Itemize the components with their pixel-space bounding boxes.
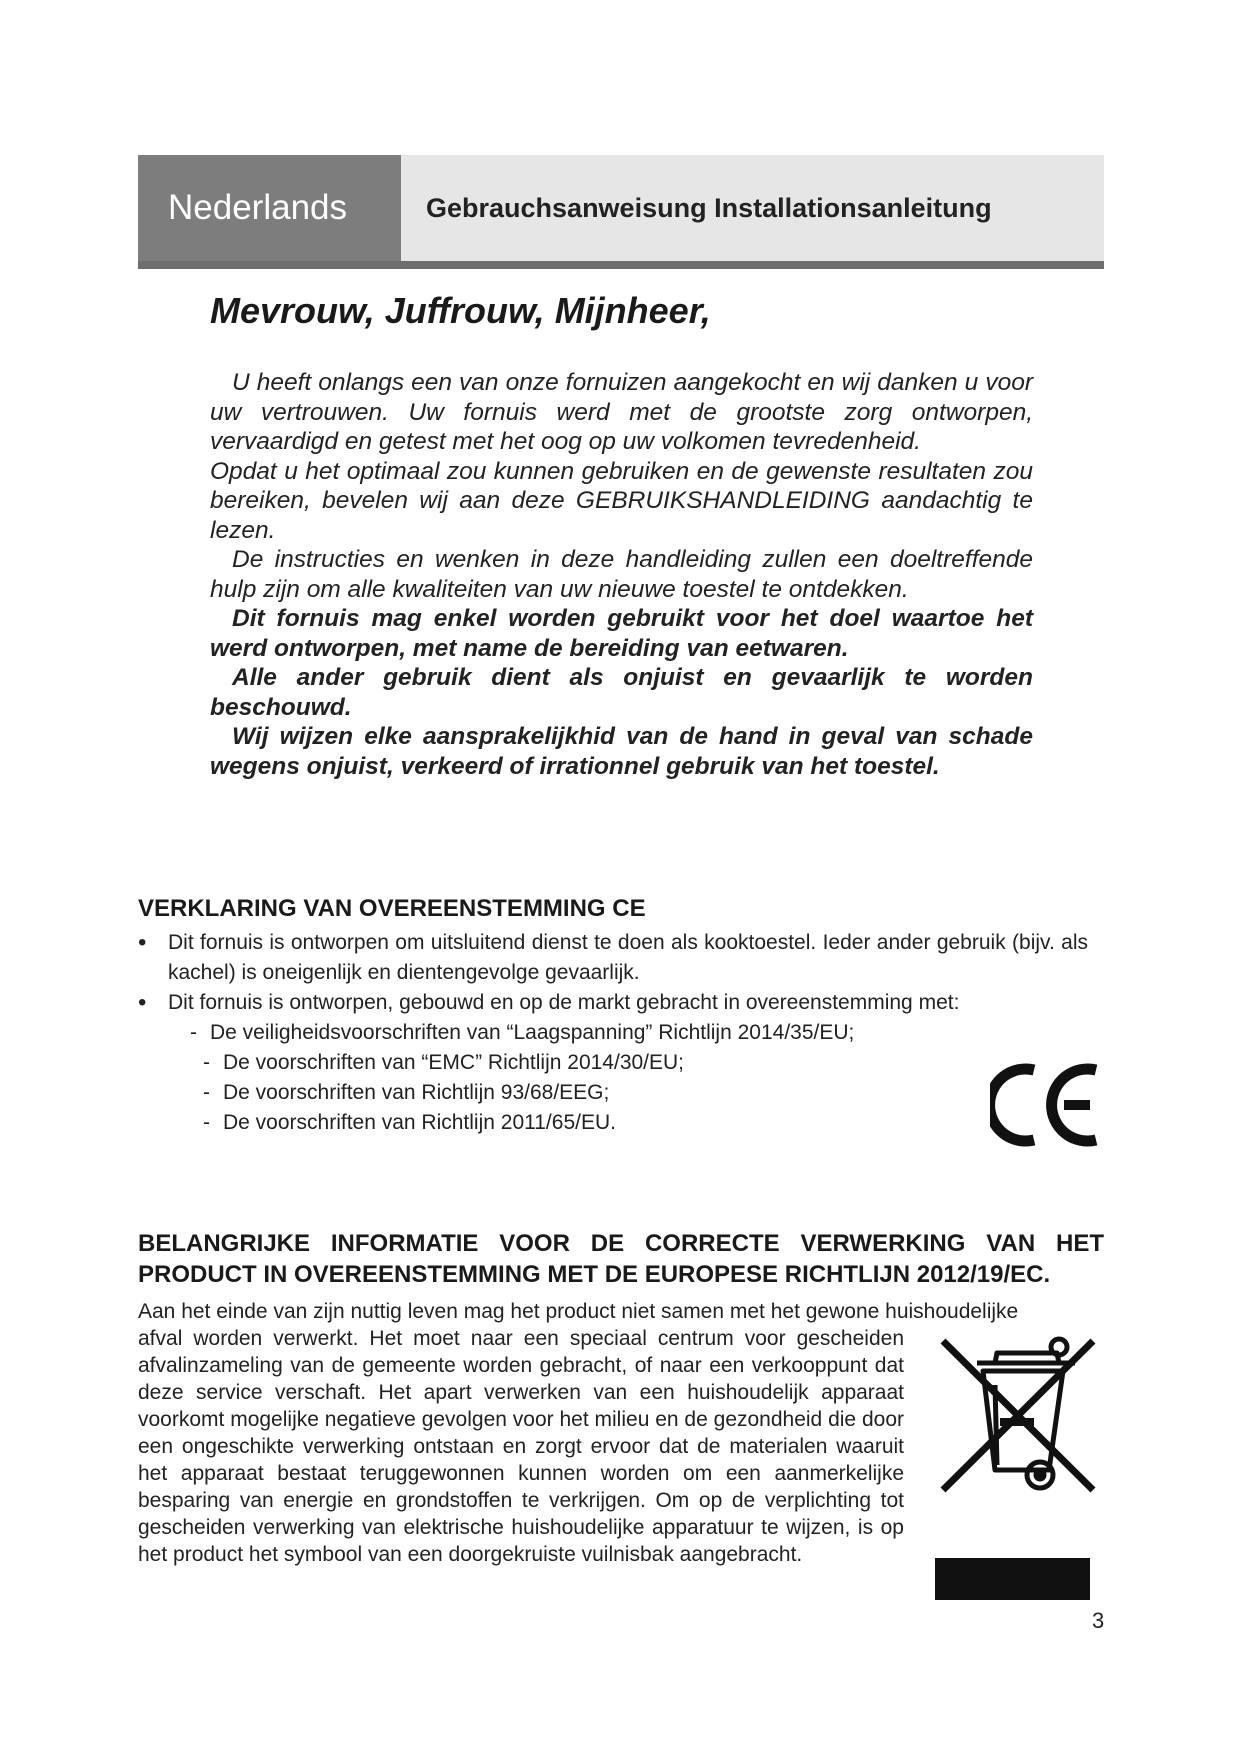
page-header xyxy=(138,155,1104,261)
salutation-heading: Mevrouw, Juffrouw, Mijnheer, xyxy=(210,290,711,331)
ce-section-title: VERKLARING VAN OVEREENSTEMMING CE xyxy=(138,895,646,922)
header-divider xyxy=(138,261,1104,269)
directive-item: - De voorschriften van Richtlijn 93/68/EEG; xyxy=(203,1078,1088,1108)
weee-body-text: afval worden verwerkt. Het moet naar een speciaal centrum voor gescheiden afvalinzameling van de gemeente worden gebracht, of naar een verkooppunt dat deze service verschaft. Het apart verwerken van een huishoudelijk apparaat voorkomt mogelijke negatieve gevolgen voor het milieu en de gezondheid die door een ongeschikte verwerking ontstaan en zorgt ervoor dat de materialen waaruit het apparaat bestaat teruggewonnen kunnen worden om een aanmerkelijke besparing van energie en grondstoffen te verkrijgen. Om op de verplichting tot gescheiden verwerking van elektrische huishoudelijke apparatuur te wijzen, is op het product het symbool van een doorgekruiste vuilnisbak aangebracht. xyxy=(138,1327,904,1566)
list-item xyxy=(138,988,1088,1018)
intro-warning: Dit fornuis mag enkel worden gebruikt voor het doel waartoe het werd ontworpen, met name de bereiding van eetwaren. xyxy=(210,605,1033,662)
directive-item: - De voorschriften van “EMC” Richtlijn 2014/30/EU; xyxy=(203,1048,1088,1078)
ce-mark-icon xyxy=(990,1060,1105,1150)
weee-section-title: BELANGRIJKE INFORMATIE VOOR DE CORRECTE VERWERKING VAN HET PRODUCT IN OVEREENSTEMMING MET DE EUROPESE RICHTLIJN 2012/19/EC. xyxy=(138,1230,1104,1288)
directive-item: - De veiligheidsvoorschriften van “Laagspanning” Richtlijn 2014/35/EU; xyxy=(190,1018,1088,1048)
crossed-bin-icon xyxy=(925,1325,1103,1497)
language-label: Nederlands xyxy=(138,155,401,261)
weee-bar-graphic xyxy=(935,1558,1090,1600)
ce-bullet-list xyxy=(138,928,1088,1138)
intro-paragraph: U heeft onlangs een van onze fornuizen aangekocht en wij danken u voor uw vertrouwen. Uw fornuis werd met de grootste zorg ontworpen, vervaardigd en getest met het oog op uw volkomen tevredenheid. xyxy=(210,369,1033,455)
directive-item: - De voorschriften van Richtlijn 2011/65/EU. xyxy=(203,1108,1088,1138)
document-title: Gebrauchsanweisung Installationsanleitung xyxy=(401,155,1104,261)
list-item xyxy=(138,928,1088,988)
intro-paragraph: De instructies en wenken in deze handleiding zullen een doeltreffende hulp zijn om alle kwaliteiten van uw nieuwe toestel te ontdekken. xyxy=(210,546,1033,603)
page-number: 3 xyxy=(1092,1608,1105,1633)
bullet-text: • Dit fornuis is ontworpen, gebouwd en op de markt gebracht in overeenstemming met: xyxy=(168,991,960,1014)
directive-list xyxy=(138,1018,1088,1138)
intro-warning: Wij wijzen elke aansprakelijkhid van de hand in geval van schade wegens onjuist, verkeerd of irrationnel gebruik van het toestel. xyxy=(210,723,1033,780)
intro-warning: Alle ander gebruik dient als onjuist en gevaarlijk te worden beschouwd. xyxy=(210,664,1033,721)
intro-text xyxy=(210,368,1033,781)
intro-paragraph: Opdat u het optimaal zou kunnen gebruiken en de gewenste resultaten zou bereiken, bevelen wij aan deze GEBRUIKSHANDLEIDING aandachtig te lezen. xyxy=(210,457,1033,544)
weee-first-line: Aan het einde van zijn nuttig leven mag het product niet samen met het gewone huishoudelijke xyxy=(138,1300,1019,1323)
bullet-text: • Dit fornuis is ontworpen om uitsluitend dienst te doen als kooktoestel. Ieder ander gebruik (bijv. als kachel) is oneigenlijk en dientengevolge gevaarlijk. xyxy=(168,931,1088,984)
